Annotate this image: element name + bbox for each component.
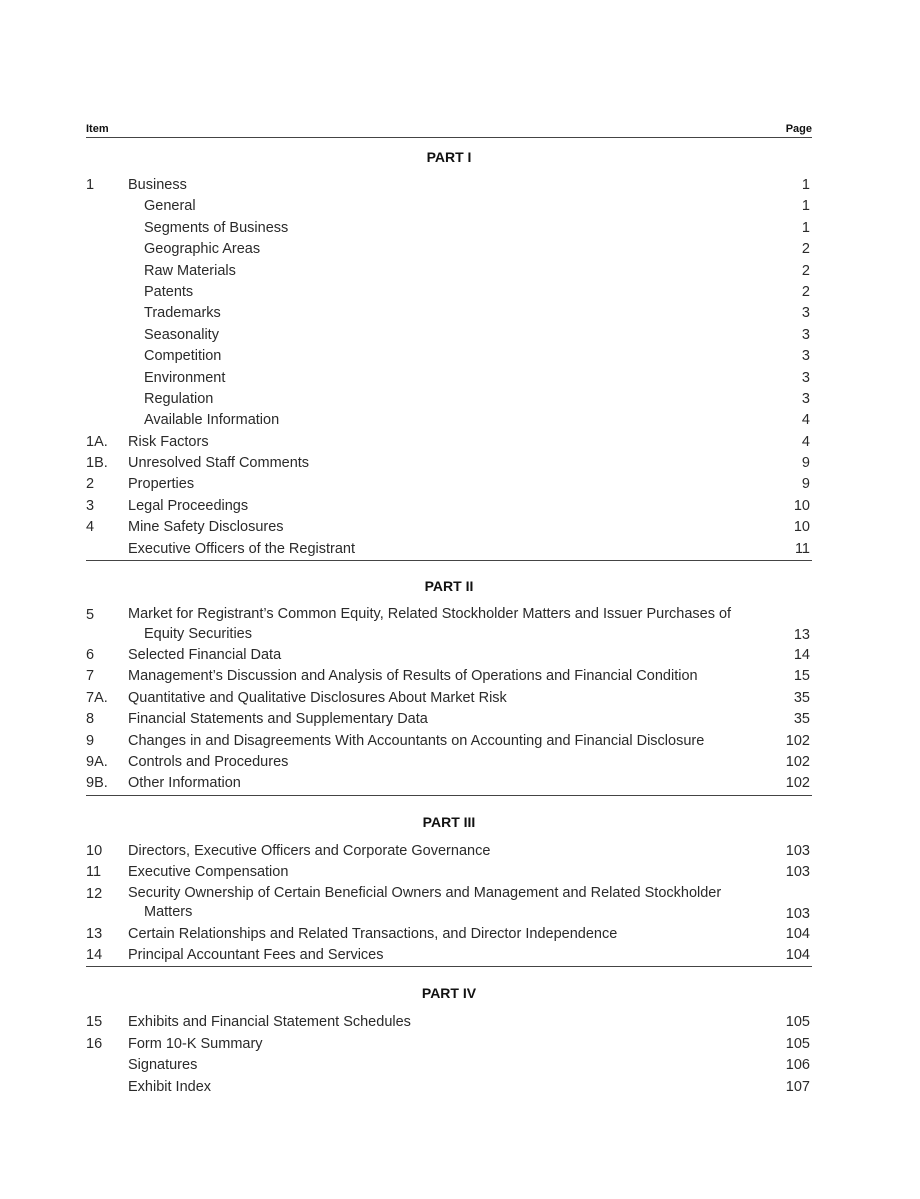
toc-entry bbox=[86, 841, 812, 862]
toc-entry bbox=[86, 731, 812, 752]
toc-entry bbox=[86, 1077, 812, 1098]
item-title-text: Geographic Areas bbox=[144, 241, 261, 258]
page-number: 9 bbox=[801, 476, 810, 493]
item-title-text: Raw Materials bbox=[144, 262, 236, 279]
page-number: 2 bbox=[801, 283, 810, 300]
part-2-list bbox=[86, 605, 812, 796]
item-number: 7A. bbox=[86, 689, 108, 706]
page-number: 105 bbox=[785, 1035, 810, 1052]
page-number: 11 bbox=[794, 540, 810, 557]
page-number: 3 bbox=[801, 348, 810, 365]
item-title bbox=[128, 645, 768, 666]
item-title-text: Legal Proceedings bbox=[128, 497, 249, 514]
item-title bbox=[128, 884, 768, 923]
page-number: 3 bbox=[801, 305, 810, 322]
page-number: 14 bbox=[793, 647, 810, 664]
item-column-header: Item bbox=[86, 123, 109, 135]
item-number: 15 bbox=[86, 1014, 103, 1031]
item-title-text: Executive Officers of the Registrant bbox=[128, 540, 356, 557]
page-number: 4 bbox=[801, 433, 810, 450]
page-number: 15 bbox=[793, 668, 810, 685]
item-title bbox=[128, 1055, 768, 1076]
item-title-text: Principal Accountant Fees and Services bbox=[128, 946, 384, 963]
part-1-title: PART I bbox=[426, 149, 472, 165]
item-title-text: Changes in and Disagreements With Accountants on Accounting and Financial Disclosure bbox=[128, 732, 705, 749]
item-title-text: Management’s Discussion and Analysis of Results of Operations and Financial Condition bbox=[128, 668, 698, 685]
toc-entry bbox=[86, 239, 812, 260]
toc-entry bbox=[86, 474, 812, 495]
toc-entry bbox=[86, 346, 812, 367]
item-title bbox=[144, 368, 784, 389]
page-number: 103 bbox=[785, 864, 810, 881]
item-title-text: Business bbox=[128, 177, 187, 193]
item-title-text: Seasonality bbox=[144, 326, 219, 343]
page-number: 105 bbox=[785, 1014, 810, 1031]
toc-entry bbox=[86, 517, 812, 538]
page-number: 2 bbox=[801, 241, 810, 258]
item-number: 9A. bbox=[86, 753, 108, 770]
item-title-text: Patents bbox=[144, 283, 194, 300]
part-1-list bbox=[86, 175, 812, 561]
item-title-text: General bbox=[144, 198, 196, 215]
item-title bbox=[128, 709, 768, 730]
item-title bbox=[144, 218, 784, 239]
item-title bbox=[128, 175, 768, 196]
toc-entry bbox=[86, 303, 812, 324]
item-title bbox=[128, 688, 768, 709]
item-number: 6 bbox=[86, 647, 95, 664]
item-title bbox=[128, 862, 768, 883]
part-3-list bbox=[86, 841, 812, 968]
item-title-text: Selected Financial Data bbox=[128, 647, 282, 664]
item-title-text: Other Information bbox=[128, 775, 241, 792]
item-title bbox=[128, 1034, 768, 1055]
item-title bbox=[128, 605, 768, 644]
item-title-text: Properties bbox=[128, 476, 195, 493]
item-number: 13 bbox=[86, 925, 103, 942]
item-title bbox=[128, 773, 768, 794]
toc-entry bbox=[86, 496, 812, 517]
item-number: 8 bbox=[86, 711, 95, 728]
item-title-text: Quantitative and Qualitative Disclosures About Market Risk bbox=[128, 689, 507, 706]
toc-entry bbox=[86, 410, 812, 431]
item-title-text: Competition bbox=[144, 348, 222, 365]
item-title bbox=[144, 261, 784, 282]
item-number: 11 bbox=[86, 864, 102, 881]
toc-entry bbox=[86, 261, 812, 282]
item-number: 4 bbox=[86, 519, 95, 536]
page-number: 1 bbox=[801, 198, 810, 215]
toc-entry bbox=[86, 218, 812, 239]
toc-entry bbox=[86, 709, 812, 730]
item-title bbox=[128, 841, 768, 862]
toc-entry bbox=[86, 884, 812, 924]
item-number: 10 bbox=[86, 842, 103, 859]
item-title-text: Security Ownership of Certain Beneficial Owners and Management and Related Stockholder bbox=[128, 884, 722, 901]
item-title bbox=[128, 731, 768, 752]
item-number: 9 bbox=[86, 732, 95, 749]
item-number: 1 bbox=[86, 177, 95, 193]
part-2-title: PART II bbox=[424, 578, 474, 595]
page-number: 106 bbox=[785, 1057, 810, 1074]
page-number: 1 bbox=[801, 219, 810, 236]
item-title bbox=[144, 346, 784, 367]
page-number: 102 bbox=[785, 732, 810, 749]
item-title-continuation: Matters bbox=[144, 904, 193, 921]
page-number: 103 bbox=[785, 905, 810, 922]
page-number: 107 bbox=[785, 1078, 810, 1095]
toc-entry bbox=[86, 862, 812, 883]
item-title bbox=[144, 196, 784, 217]
page-number: 102 bbox=[785, 775, 810, 792]
toc-entry bbox=[86, 752, 812, 773]
page-number: 35 bbox=[793, 711, 810, 728]
toc-entry bbox=[86, 432, 812, 453]
page-number: 9 bbox=[801, 455, 810, 472]
toc-entry bbox=[86, 645, 812, 666]
item-title-text: Market for Registrant’s Common Equity, Related Stockholder Matters and Issuer Purchases of bbox=[128, 606, 732, 623]
part-4-title: PART IV bbox=[421, 985, 477, 1002]
page-number: 103 bbox=[785, 842, 810, 859]
item-title-text: Executive Compensation bbox=[128, 864, 289, 881]
item-title bbox=[128, 539, 768, 560]
item-number: 2 bbox=[86, 476, 95, 493]
page-number: 3 bbox=[801, 369, 810, 386]
page-number: 10 bbox=[793, 519, 810, 536]
item-title bbox=[128, 453, 768, 474]
item-number: 9B. bbox=[86, 775, 108, 792]
item-title bbox=[144, 282, 784, 303]
toc-entry bbox=[86, 325, 812, 346]
toc-entry bbox=[86, 688, 812, 709]
page-number: 10 bbox=[793, 497, 810, 514]
item-number: 16 bbox=[86, 1035, 103, 1052]
item-title bbox=[128, 666, 768, 687]
toc-entry bbox=[86, 539, 812, 560]
page-number: 3 bbox=[801, 390, 810, 407]
item-title-text: Segments of Business bbox=[144, 219, 289, 236]
toc-entry bbox=[86, 453, 812, 474]
item-title-text: Exhibit Index bbox=[128, 1078, 212, 1095]
page-number: 1 bbox=[801, 177, 810, 193]
toc-entry bbox=[86, 175, 812, 196]
page-number: 102 bbox=[785, 753, 810, 770]
toc-entry bbox=[86, 1055, 812, 1076]
item-number: 1A. bbox=[86, 433, 108, 450]
item-title-text: Risk Factors bbox=[128, 433, 209, 450]
item-title-text: Signatures bbox=[128, 1057, 198, 1074]
part-3-title: PART III bbox=[422, 813, 476, 830]
item-title bbox=[144, 325, 784, 346]
toc-entry bbox=[86, 773, 812, 794]
item-title-text: Unresolved Staff Comments bbox=[128, 455, 310, 472]
item-title bbox=[144, 389, 784, 410]
item-number: 14 bbox=[86, 946, 103, 963]
page-number: 104 bbox=[785, 925, 810, 942]
toc-entry bbox=[86, 196, 812, 217]
toc-entry bbox=[86, 666, 812, 687]
item-title-text: Certain Relationships and Related Transactions, and Director Independence bbox=[128, 925, 618, 942]
page-number: 3 bbox=[801, 326, 810, 343]
item-title bbox=[128, 945, 768, 966]
toc-entry bbox=[86, 924, 812, 945]
item-title-text: Exhibits and Financial Statement Schedules bbox=[128, 1014, 411, 1031]
item-title-text: Available Information bbox=[144, 412, 280, 429]
item-title-text: Mine Safety Disclosures bbox=[128, 519, 284, 536]
page-number: 13 bbox=[793, 627, 810, 644]
toc-entry bbox=[86, 945, 812, 966]
item-title bbox=[128, 752, 768, 773]
toc-entry bbox=[86, 1012, 812, 1033]
page-number: 2 bbox=[801, 262, 810, 279]
item-title bbox=[128, 474, 768, 495]
toc-header bbox=[86, 122, 812, 138]
item-title bbox=[128, 924, 768, 945]
toc-entry bbox=[86, 605, 812, 645]
item-number: 1B. bbox=[86, 455, 108, 472]
item-title-text: Regulation bbox=[144, 390, 214, 407]
item-number: 7 bbox=[86, 668, 95, 685]
item-title-text: Form 10-K Summary bbox=[128, 1035, 263, 1052]
item-title-text: Controls and Procedures bbox=[128, 753, 289, 770]
item-title bbox=[128, 496, 768, 517]
item-title-text: Financial Statements and Supplementary Data bbox=[128, 711, 428, 728]
page-number: 104 bbox=[785, 946, 810, 963]
toc-entry bbox=[86, 389, 812, 410]
item-title bbox=[128, 1077, 768, 1098]
item-title-text: Environment bbox=[144, 369, 226, 386]
page-column-header: Page bbox=[785, 123, 812, 135]
item-number: 12 bbox=[86, 885, 103, 902]
item-title bbox=[144, 303, 784, 324]
item-title bbox=[144, 410, 784, 431]
item-title-continuation: Equity Securities bbox=[144, 625, 252, 642]
item-title bbox=[128, 1012, 768, 1033]
item-title-text: Directors, Executive Officers and Corporate Governance bbox=[128, 842, 491, 859]
toc-entry bbox=[86, 282, 812, 303]
table-of-contents bbox=[86, 122, 812, 1098]
toc-entry bbox=[86, 1034, 812, 1055]
part-4-list bbox=[86, 1012, 812, 1098]
item-number: 5 bbox=[86, 607, 95, 624]
item-number: 3 bbox=[86, 497, 95, 514]
page-number: 35 bbox=[793, 689, 810, 706]
item-title bbox=[128, 517, 768, 538]
item-title bbox=[128, 432, 768, 453]
page-number: 4 bbox=[801, 412, 810, 429]
toc-entry bbox=[86, 368, 812, 389]
item-title-text: Trademarks bbox=[144, 305, 221, 322]
item-title bbox=[144, 239, 784, 260]
